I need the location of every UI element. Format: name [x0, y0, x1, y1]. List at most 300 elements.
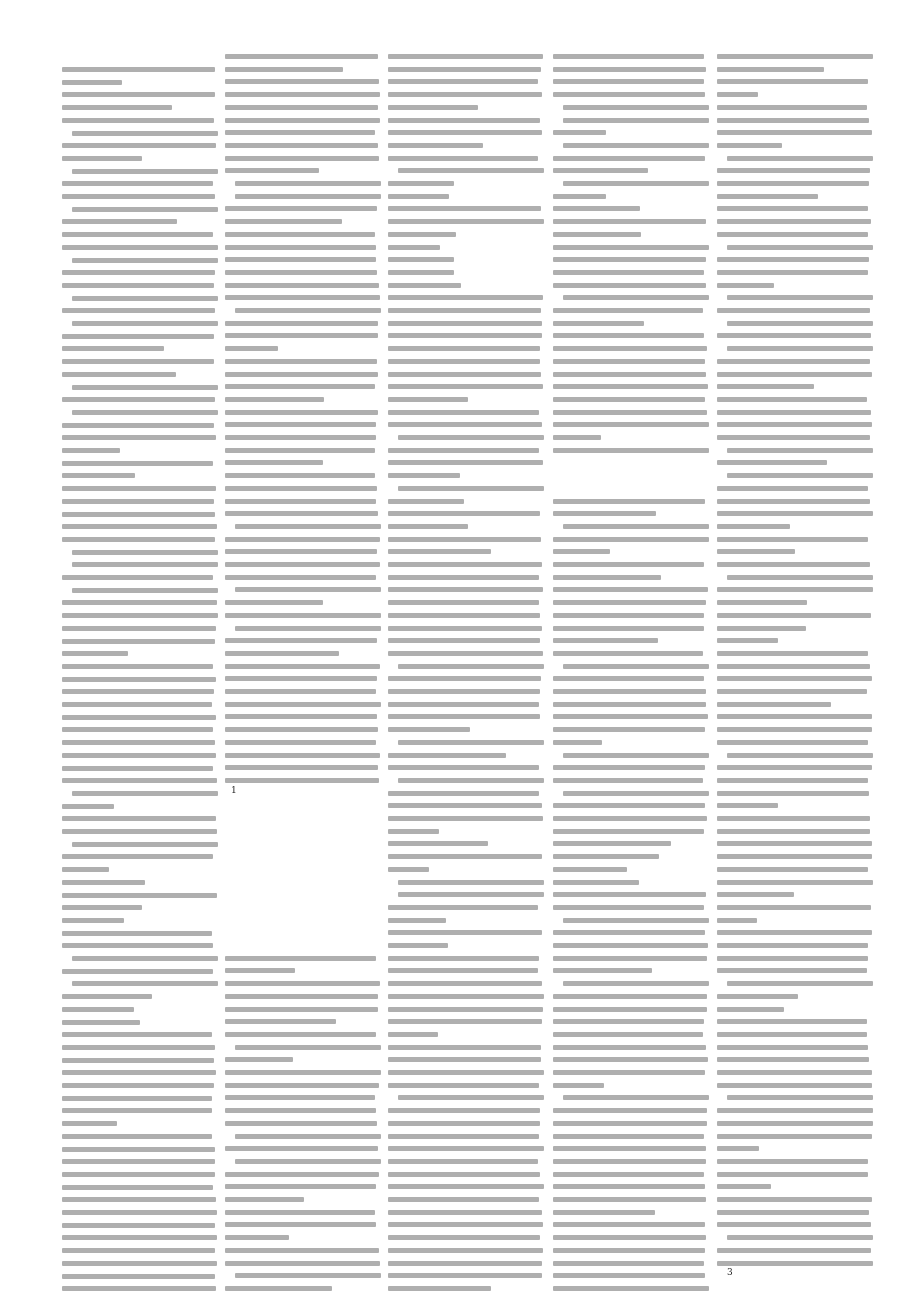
text-line — [553, 1248, 705, 1253]
text-line — [388, 1045, 541, 1050]
text-column-5 — [717, 0, 879, 1302]
text-line — [717, 143, 782, 148]
text-line — [727, 295, 873, 300]
text-line — [62, 804, 114, 809]
text-line — [717, 1108, 873, 1113]
text-line — [388, 956, 539, 961]
text-line — [717, 1070, 872, 1075]
text-line — [62, 473, 135, 478]
text-line — [717, 397, 867, 402]
text-line — [553, 79, 704, 84]
text-line — [553, 968, 652, 973]
text-line — [727, 156, 873, 161]
text-line — [235, 1159, 381, 1164]
text-line — [717, 194, 818, 199]
text-line — [717, 943, 868, 948]
text-line — [717, 232, 868, 237]
text-line — [717, 1083, 872, 1088]
text-line — [62, 1083, 214, 1088]
text-line — [388, 384, 543, 389]
text-line — [553, 333, 704, 338]
text-line — [388, 92, 542, 97]
text-line — [388, 638, 540, 643]
text-line — [225, 499, 376, 504]
text-line — [72, 169, 218, 174]
text-line — [717, 778, 868, 783]
text-line — [388, 1121, 540, 1126]
text-line — [388, 829, 439, 834]
text-line — [225, 651, 339, 656]
text-line — [553, 1210, 655, 1215]
text-line — [388, 791, 539, 796]
text-line — [727, 321, 873, 326]
text-line — [717, 727, 872, 732]
text-line — [225, 1007, 378, 1012]
text-line — [553, 727, 705, 732]
text-line — [388, 1159, 538, 1164]
text-line — [388, 765, 539, 770]
text-line — [388, 626, 542, 631]
text-line — [72, 131, 218, 136]
text-line — [225, 232, 375, 237]
text-line — [388, 994, 544, 999]
text-line — [553, 206, 640, 211]
text-line — [62, 1121, 117, 1126]
text-line — [62, 1058, 214, 1063]
text-line — [717, 880, 873, 885]
text-line — [388, 67, 541, 72]
text-line — [727, 448, 873, 453]
text-column-3 — [388, 0, 550, 1302]
text-line — [553, 92, 705, 97]
text-line — [388, 651, 543, 656]
text-line — [717, 257, 869, 262]
text-line — [553, 1286, 709, 1291]
text-line — [225, 689, 376, 694]
text-line — [225, 1197, 304, 1202]
text-line — [717, 460, 827, 465]
text-line — [62, 778, 217, 783]
text-line — [717, 181, 869, 186]
text-line — [388, 448, 539, 453]
text-line — [553, 1261, 704, 1266]
text-line — [727, 1235, 873, 1240]
text-line — [62, 1108, 212, 1113]
text-line — [717, 1121, 873, 1126]
text-line — [225, 994, 378, 999]
text-line — [717, 689, 867, 694]
text-line — [388, 219, 544, 224]
text-line — [717, 740, 868, 745]
text-line — [388, 1286, 491, 1291]
text-line — [62, 194, 215, 199]
text-line — [62, 689, 214, 694]
text-line — [553, 943, 708, 948]
text-line — [717, 270, 868, 275]
text-line — [62, 105, 172, 110]
text-line — [553, 511, 656, 516]
text-line — [727, 575, 873, 580]
text-line — [717, 118, 869, 123]
text-line — [553, 638, 658, 643]
text-line — [225, 664, 380, 669]
text-line — [225, 1108, 376, 1113]
text-line — [62, 1223, 215, 1228]
text-line — [225, 1172, 379, 1177]
text-line — [72, 296, 218, 301]
text-line — [225, 1286, 332, 1291]
text-line — [225, 1210, 375, 1215]
text-line — [62, 372, 176, 377]
text-line — [225, 422, 376, 427]
text-line — [388, 1134, 539, 1139]
text-line — [717, 765, 872, 770]
text-line — [717, 1134, 872, 1139]
text-line — [225, 1057, 293, 1062]
text-line — [553, 867, 627, 872]
text-line — [553, 1146, 706, 1151]
text-line — [62, 854, 213, 859]
text-line — [388, 1019, 542, 1024]
text-line — [553, 67, 706, 72]
text-line — [717, 308, 870, 313]
text-line — [62, 270, 215, 275]
text-line — [388, 372, 541, 377]
text-line — [717, 359, 870, 364]
text-line — [62, 1261, 217, 1266]
text-line — [717, 54, 873, 59]
text-line — [388, 1083, 539, 1088]
text-line — [717, 829, 870, 834]
text-line — [225, 321, 378, 326]
text-line — [388, 689, 540, 694]
text-line — [72, 385, 218, 390]
text-line — [553, 1070, 705, 1075]
text-line — [717, 384, 814, 389]
text-line — [225, 79, 379, 84]
text-line — [553, 448, 709, 453]
text-line — [717, 435, 870, 440]
text-line — [62, 219, 177, 224]
text-line — [717, 130, 872, 135]
text-line — [563, 981, 709, 986]
text-column-1 — [62, 0, 224, 1302]
text-line — [553, 905, 704, 910]
text-line — [553, 994, 707, 999]
text-line — [553, 1222, 705, 1227]
text-line — [62, 727, 213, 732]
text-line — [553, 499, 705, 504]
text-line — [225, 765, 378, 770]
text-line — [225, 410, 378, 415]
text-line — [62, 677, 216, 682]
text-line — [717, 219, 871, 224]
text-line — [717, 816, 870, 821]
text-line — [72, 321, 218, 326]
text-line — [717, 1146, 759, 1151]
text-line — [388, 524, 468, 529]
text-line — [388, 397, 468, 402]
text-line — [225, 537, 380, 542]
text-line — [388, 905, 538, 910]
text-line — [62, 880, 145, 885]
text-line — [717, 524, 790, 529]
text-line — [62, 499, 214, 504]
text-line — [398, 740, 544, 745]
text-line — [553, 54, 704, 59]
text-line — [717, 956, 868, 961]
text-line — [388, 803, 542, 808]
text-line — [717, 930, 872, 935]
text-line — [62, 524, 217, 529]
text-line — [62, 1235, 217, 1240]
text-line — [388, 702, 539, 707]
text-line — [62, 1020, 140, 1025]
text-line — [225, 778, 379, 783]
text-line — [72, 956, 218, 961]
text-line — [553, 372, 706, 377]
text-line — [553, 803, 705, 808]
text-line — [553, 359, 705, 364]
text-line — [225, 486, 377, 491]
text-line — [72, 588, 218, 593]
text-line — [388, 1248, 543, 1253]
text-line — [717, 702, 831, 707]
text-line — [553, 778, 703, 783]
text-line — [717, 613, 871, 618]
text-line — [388, 600, 539, 605]
text-line — [563, 753, 709, 758]
text-line — [553, 130, 606, 135]
text-line — [388, 257, 454, 262]
text-line — [235, 587, 381, 592]
page-number: 3 — [727, 1268, 733, 1279]
text-line — [62, 1134, 212, 1139]
text-line — [398, 880, 544, 885]
text-line — [225, 333, 378, 338]
text-line — [553, 321, 644, 326]
text-line — [225, 168, 319, 173]
text-line — [388, 410, 539, 415]
text-line — [553, 422, 709, 427]
text-line — [225, 1083, 379, 1088]
text-line — [727, 1095, 873, 1100]
text-line — [717, 626, 806, 631]
text-line — [553, 854, 659, 859]
text-line — [727, 753, 873, 758]
text-line — [717, 676, 872, 681]
text-line — [235, 194, 381, 199]
text-line — [72, 550, 218, 555]
text-line — [553, 930, 705, 935]
text-line — [388, 359, 540, 364]
text-line — [553, 156, 705, 161]
text-line — [388, 321, 542, 326]
text-line — [225, 384, 375, 389]
text-line — [553, 829, 704, 834]
text-line — [62, 67, 215, 72]
text-line — [398, 778, 544, 783]
text-line — [563, 105, 709, 110]
text-line — [398, 664, 544, 669]
text-line — [553, 740, 602, 745]
text-line — [388, 333, 542, 338]
text-line — [717, 537, 868, 542]
text-line — [553, 575, 661, 580]
text-line — [225, 511, 378, 516]
text-line — [225, 67, 343, 72]
text-line — [388, 753, 506, 758]
text-line — [388, 460, 543, 465]
text-line — [62, 245, 218, 250]
text-line — [553, 232, 641, 237]
text-line — [62, 1096, 212, 1101]
text-line — [225, 549, 377, 554]
text-line — [553, 600, 706, 605]
text-line — [388, 1007, 543, 1012]
text-line — [388, 245, 440, 250]
text-line — [717, 1248, 871, 1253]
text-line — [388, 1172, 540, 1177]
text-line — [225, 143, 378, 148]
text-line — [388, 1070, 544, 1075]
text-line — [62, 486, 216, 491]
text-line — [553, 283, 706, 288]
text-line — [225, 702, 381, 707]
text-line — [553, 1273, 705, 1278]
text-line — [225, 727, 378, 732]
text-line — [388, 587, 543, 592]
text-line — [717, 562, 870, 567]
text-line — [62, 423, 214, 428]
text-line — [225, 1146, 378, 1151]
text-line — [225, 956, 376, 961]
text-line — [225, 1121, 377, 1126]
text-line — [553, 651, 703, 656]
text-line — [717, 283, 774, 288]
text-line — [553, 1159, 706, 1164]
text-line — [62, 893, 217, 898]
text-line — [225, 473, 375, 478]
text-line — [62, 397, 215, 402]
text-line — [225, 1222, 376, 1227]
text-line — [225, 981, 380, 986]
text-line — [388, 156, 538, 161]
text-line — [225, 1019, 336, 1024]
text-line — [727, 245, 873, 250]
text-line — [62, 181, 213, 186]
text-line — [717, 549, 795, 554]
text-line — [553, 1057, 708, 1062]
text-line — [388, 549, 491, 554]
text-line — [563, 118, 709, 123]
text-line — [388, 854, 542, 859]
text-line — [388, 473, 460, 478]
text-line — [717, 105, 867, 110]
text-line — [717, 1057, 869, 1062]
text-line — [62, 969, 213, 974]
text-line — [553, 587, 708, 592]
text-line — [727, 473, 873, 478]
text-line — [398, 435, 544, 440]
text-line — [62, 626, 216, 631]
text-line — [388, 613, 540, 618]
text-line — [717, 1159, 868, 1164]
text-line — [62, 1248, 215, 1253]
text-line — [388, 79, 538, 84]
text-line — [388, 930, 542, 935]
text-line — [62, 156, 142, 161]
text-line — [553, 880, 639, 885]
text-line — [388, 575, 539, 580]
text-line — [388, 867, 429, 872]
text-line — [225, 435, 376, 440]
text-line — [563, 181, 709, 186]
text-line — [72, 842, 218, 847]
text-line — [717, 1032, 867, 1037]
text-line — [553, 1032, 703, 1037]
text-line — [553, 537, 709, 542]
text-line — [553, 676, 704, 681]
text-line — [225, 638, 377, 643]
text-line — [388, 918, 446, 923]
text-line — [717, 67, 824, 72]
text-line — [388, 968, 538, 973]
text-line — [717, 79, 868, 84]
text-line — [717, 1197, 872, 1202]
text-line — [717, 587, 873, 592]
text-line — [553, 626, 704, 631]
text-line — [388, 194, 449, 199]
text-line — [62, 143, 216, 148]
text-line — [388, 105, 478, 110]
text-line — [717, 1172, 868, 1177]
text-line — [225, 206, 377, 211]
text-line — [553, 549, 610, 554]
text-line — [717, 892, 794, 897]
text-line — [553, 1108, 707, 1113]
text-line — [62, 905, 142, 910]
text-line — [727, 346, 873, 351]
text-line — [553, 257, 706, 262]
text-line — [717, 854, 872, 859]
text-line — [553, 1134, 704, 1139]
text-line — [553, 613, 704, 618]
text-line — [62, 1159, 215, 1164]
text-line — [225, 448, 375, 453]
text-line — [717, 499, 870, 504]
text-line — [563, 918, 709, 923]
text-line — [553, 562, 704, 567]
text-line — [398, 892, 544, 897]
text-line — [717, 333, 871, 338]
text-line — [553, 410, 707, 415]
text-line — [553, 346, 707, 351]
text-line — [62, 931, 212, 936]
text-line — [717, 1184, 771, 1189]
text-line — [388, 118, 540, 123]
text-line — [225, 714, 377, 719]
text-line — [62, 359, 214, 364]
text-line — [72, 258, 218, 263]
text-line — [727, 981, 873, 986]
text-line — [388, 1108, 540, 1113]
text-line — [717, 791, 869, 796]
text-line — [553, 841, 671, 846]
text-line — [388, 54, 543, 59]
text-line — [62, 1045, 215, 1050]
text-line — [388, 1032, 438, 1037]
